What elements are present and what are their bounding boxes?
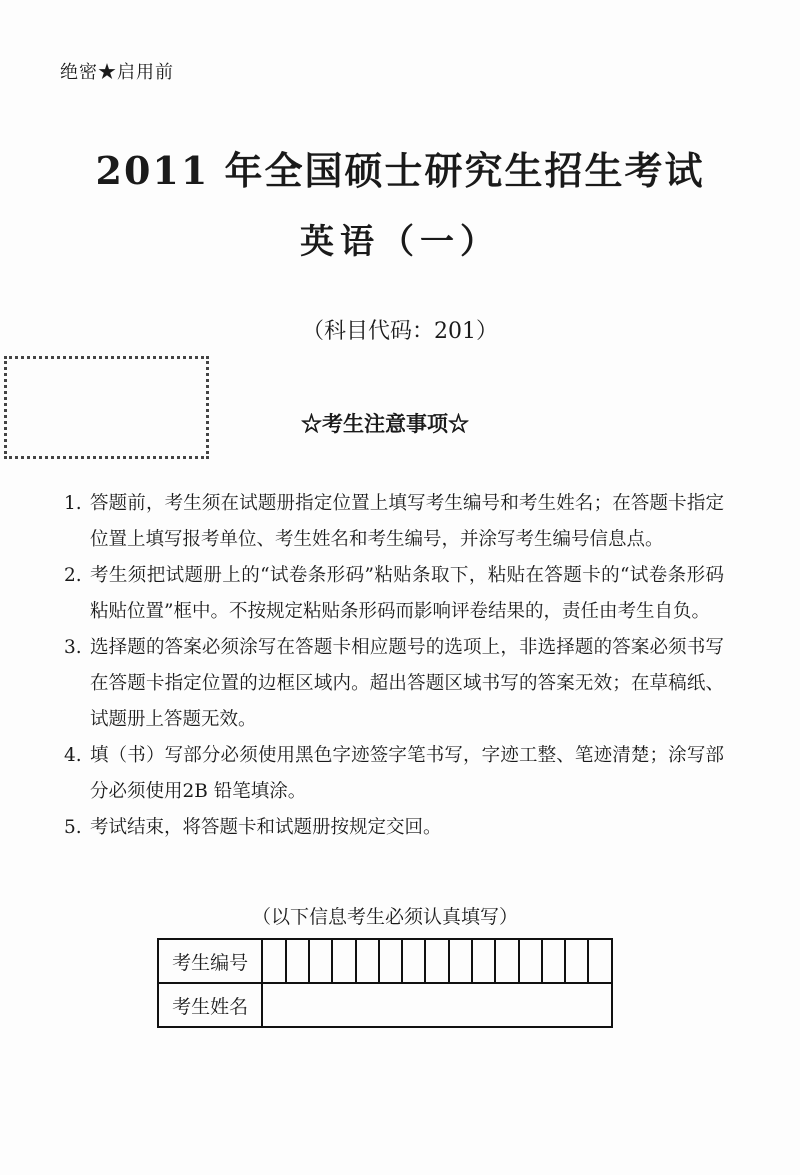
candidate-number-digit-box[interactable]	[286, 939, 309, 983]
candidate-number-digit-box[interactable]	[356, 939, 379, 983]
candidate-number-digit-box[interactable]	[519, 939, 542, 983]
candidate-number-digit-box[interactable]	[588, 939, 612, 983]
exam-subject-title: 英语（一）	[300, 222, 500, 262]
candidate-number-label: 考生编号	[158, 939, 262, 983]
candidate-number-digit-box[interactable]	[262, 939, 285, 983]
notice-heading: ☆考生注意事项☆	[301, 411, 469, 436]
candidate-number-digit-box[interactable]	[332, 939, 355, 983]
candidate-name-field[interactable]	[262, 983, 612, 1027]
notice-item	[64, 810, 724, 846]
candidate-number-digit-box[interactable]	[402, 939, 425, 983]
notice-item	[64, 630, 724, 738]
candidate-number-digit-box[interactable]	[495, 939, 518, 983]
exam-title: 2011 年全国硕士研究生招生考试	[95, 148, 705, 193]
notice-item	[64, 738, 724, 810]
notice-item	[64, 486, 724, 558]
confidential-mark: 绝密★启用前	[60, 62, 174, 83]
notice-item-number: 2.	[64, 565, 82, 586]
candidate-name-label: 考生姓名	[158, 983, 262, 1027]
notice-list	[64, 486, 724, 846]
notice-item-text: 考试结束，将答题卡和试题册按规定交回。	[90, 817, 442, 838]
candidate-number-digit-box[interactable]	[542, 939, 565, 983]
notice-item-number: 5.	[64, 817, 82, 838]
notice-item-number: 1.	[64, 493, 82, 514]
notice-item-text: 考生须把试题册上的“试卷条形码”粘贴条取下，粘贴在答题卡的“试卷条形码粘贴位置”框中。不按规定粘贴条形码而影响评卷结果的，责任由考生自负。	[90, 565, 724, 622]
notice-item-number: 4.	[64, 745, 82, 766]
candidate-number-digit-box[interactable]	[379, 939, 402, 983]
candidate-name-row	[158, 983, 612, 1027]
candidate-number-digit-box[interactable]	[472, 939, 495, 983]
fill-instruction: （以下信息考生必须认真填写）	[251, 906, 518, 928]
candidate-number-digit-box[interactable]	[309, 939, 332, 983]
candidate-number-digit-box[interactable]	[565, 939, 588, 983]
candidate-number-digit-box[interactable]	[449, 939, 472, 983]
notice-item-text: 答题前，考生须在试题册指定位置上填写考生编号和考生姓名；在答题卡指定位置上填写报考单位、考生姓名和考生编号，并涂写考生编号信息点。	[90, 493, 724, 550]
candidate-number-row	[158, 939, 612, 983]
notice-item-number: 3.	[64, 637, 82, 658]
notice-item-text: 填（书）写部分必须使用黑色字迹签字笔书写，字迹工整、笔迹清楚；涂写部分必须使用2B 铅笔填涂。	[90, 745, 724, 802]
candidate-info-table	[157, 938, 613, 1028]
notice-item-text: 选择题的答案必须涂写在答题卡相应题号的选项上，非选择题的答案必须书写在答题卡指定位置的边框区域内。超出答题区域书写的答案无效；在草稿纸、试题册上答题无效。	[90, 637, 724, 730]
notice-item	[64, 558, 724, 630]
candidate-number-digit-box[interactable]	[425, 939, 448, 983]
subject-code: （科目代码：201）	[302, 319, 498, 344]
